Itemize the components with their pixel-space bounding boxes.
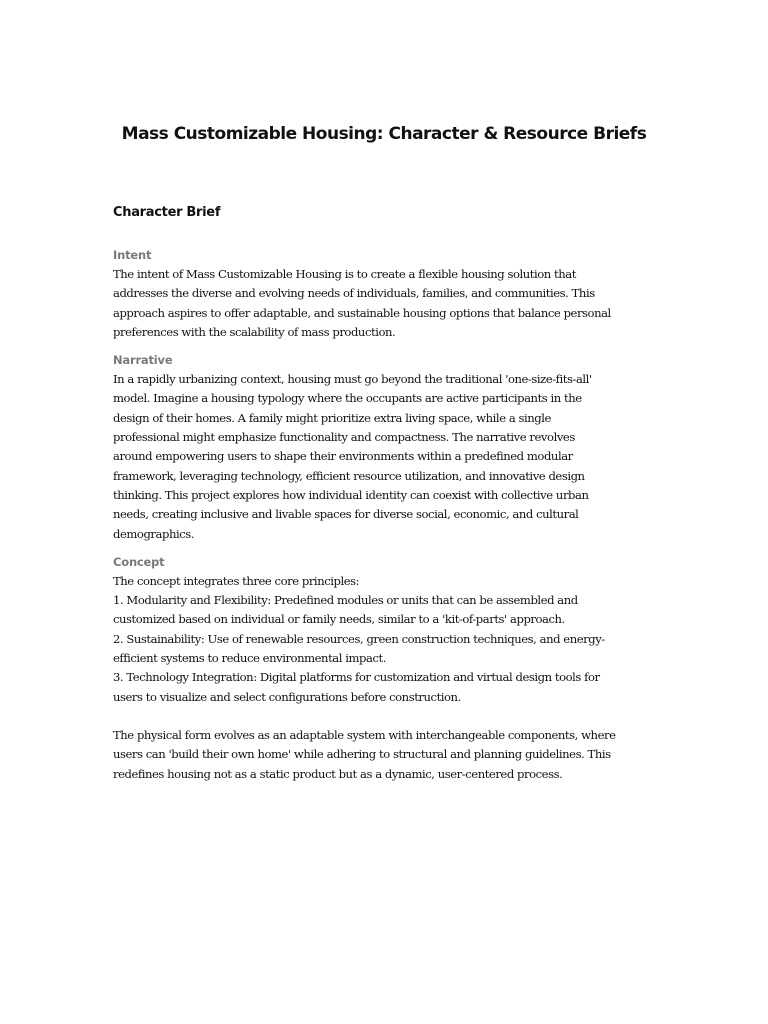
intent-heading: Intent — [113, 248, 152, 262]
text-line: thinking. This project explores how individual identity can coexist with collective urban — [113, 487, 589, 502]
character-brief-heading: Character Brief — [113, 205, 221, 220]
text-line: The intent of Mass Customizable Housing is to create a flexible housing solution that — [113, 267, 576, 281]
concept-closing-paragraph — [113, 726, 643, 784]
text-line: preferences with the scalability of mass production. — [113, 324, 396, 339]
text-line: redefines housing not as a static product but as a dynamic, user-centered process. — [113, 766, 563, 781]
intent-paragraph — [113, 265, 643, 342]
text-line: 3. Technology Integration: Digital platforms for customization and virtual design tools for — [113, 670, 600, 685]
text-line: model. Imagine a housing typology where the occupants are active participants in the — [113, 391, 582, 406]
text-line: users to visualize and select configurations before construction. — [113, 689, 461, 704]
text-line: framework, leveraging technology, efficient resource utilization, and innovative design — [113, 468, 585, 483]
narrative-paragraph — [113, 370, 643, 544]
text-line: In a rapidly urbanizing context, housing must go beyond the traditional 'one-size-fits-all' — [113, 372, 592, 387]
text-line: demographics. — [113, 526, 195, 541]
text-line: 2. Sustainability: Use of renewable resources, green construction techniques, and energy- — [113, 631, 605, 646]
text-line: efficient systems to reduce environmental impact. — [113, 651, 386, 666]
text-line: approach aspires to offer adaptable, and sustainable housing options that balance personal — [113, 305, 611, 320]
text-line: customized based on individual or family needs, similar to a 'kit-of-parts' approach. — [113, 612, 565, 627]
text-line: design of their homes. A family might prioritize extra living space, while a single — [113, 410, 551, 425]
text-line: users can 'build their own home' while adhering to structural and planning guidelines. This — [113, 747, 611, 762]
text-line: professional might emphasize functionality and compactness. The narrative revolves — [113, 430, 575, 445]
narrative-heading: Narrative — [113, 353, 173, 368]
intent-section — [113, 246, 643, 342]
narrative-section — [113, 351, 643, 544]
concept-heading: Concept — [113, 554, 165, 569]
text-line: 1. Modularity and Flexibility: Predefined modules or units that can be assembled and — [113, 593, 578, 608]
document-title: Mass Customizable Housing: Character & Resource Briefs — [121, 124, 647, 144]
text-line: The physical form evolves as an adaptable system with interchangeable components, where — [113, 727, 616, 742]
concept-section — [113, 553, 643, 784]
document-body — [113, 203, 643, 793]
paragraph-spacer — [113, 707, 643, 726]
text-line: needs, creating inclusive and livable spaces for diverse social, economic, and cultural — [113, 507, 579, 522]
text-line: addresses the diverse and evolving needs of individuals, families, and communities. This — [113, 286, 595, 301]
concept-paragraph — [113, 572, 643, 707]
text-line: around empowering users to shape their environments within a predefined modular — [113, 449, 573, 464]
text-line: The concept integrates three core principles: — [113, 573, 360, 588]
